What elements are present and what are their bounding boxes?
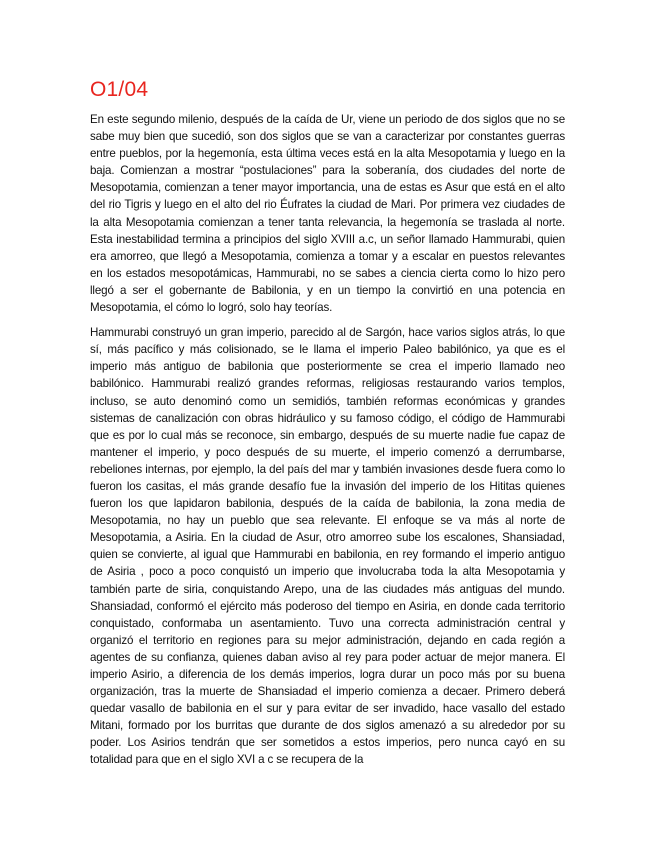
paragraph-1: En este segundo milenio, después de la caída de Ur, viene un periodo de dos siglos que no se sabe muy bien que sucedió, son dos siglos que se van a caracterizar por constantes guerras entre pueblos, por la hegemonía, esta última veces está en la alta Mesopotamia y luego en la baja. Comienzan a mostrar “postulaciones” para la soberanía, dos ciudades del norte de Mesopotamia, comienzan a tener mayor importancia, una de estas es Asur que está en el alto del rio Tigris y luego en el alto del rio Éufrates la ciudad de Mari. Por primera vez ciudades de la alta Mesopotamia comienzan a tener tanta relevancia, la hegemonía se traslada al norte. Esta inestabilidad termina a principios del siglo XVIII a.c, un señor llamado Hammurabi, quien era amorreo, que llegó a Mesopotamia, comienza a tomar y a escalar en puestos relevantes en los estados mesopotámicas, Hammurabi, no se sabes a ciencia cierta como lo hizo pero llegó a ser el gobernante de Babilonia, y en un tiempo la convirtió en una potencia en Mesopotamia, el cómo lo logró, solo hay teorías. [90, 113, 565, 315]
document-body [90, 111, 565, 777]
paragraph-2: Hammurabi construyó un gran imperio, parecido al de Sargón, hace varios siglos atrás, lo que sí, más pacífico y más colisionado, se le llama el imperio Paleo babilónico, ya que es el imperio más antiguo de babilonia que posteriormente se crea el imperio llamado neo babilónico. Hammurabi realizó grandes reformas, religiosas restaurando varios templos, incluso, se auto denominó como un semidiós, también reformas económicas y grandes sistemas de canalización con obras hidráulico y su famoso código, el código de Hammurabi que es por lo cual más se reconoce, sin embargo, después de su muerte nadie fue capaz de mantener el imperio, y poco después de su muerte, el imperio comenzó a derrumbarse, rebeliones internas, por ejemplo, la del país del mar y también invasiones desde fuera como lo fueron los casitas, el más grande desafío fue la invasión del imperio de los Hititas quienes fueron los que lapidaron babilonia, después de la caída de babilonia, la zona media de Mesopotamia, no hay un pueblo que sea relevante. El enfoque se va más al norte de Mesopotamia, a Asiria. En la ciudad de Asur, otro amorreo sube los escalones, Shansiadad, quien se convierte, al igual que Hammurabi en babilonia, en rey formando el imperio antiguo de Asiria , poco a poco conquistó un imperio que involucraba toda la alta Mesopotamia y también parte de siria, conquistando Arepo, una de las ciudades más antiguas del mundo. Shansiadad, conformó el ejército más poderoso del tiempo en Asiria, en donde cada territorio conquistado, conformaba un asentamiento. Tuvo una correcta administración central y organizó el territorio en regiones para su mejor administración, dejando en cada región a agentes de su confianza, quienes daban aviso al rey para poder actuar de mejor manera. El imperio Asirio, a diferencia de los demás imperios, logra durar un poco más por su buena organización, tras la muerte de Shansiadad el imperio comienza a decaer. Primero deberá quedar vasallo de babilonia en el sur y para evitar de ser invadido, hace vasallo del estado Mitani, formado por los burritas que durante de dos siglos amenazó a su alrededor por su poder. Los Asirios tendrán que ser sometidos a estos imperios, pero nunca cayó en su totalidad para que en el siglo XVI a c se recupera de la [90, 326, 565, 767]
document-title: O1/04 [90, 78, 149, 101]
